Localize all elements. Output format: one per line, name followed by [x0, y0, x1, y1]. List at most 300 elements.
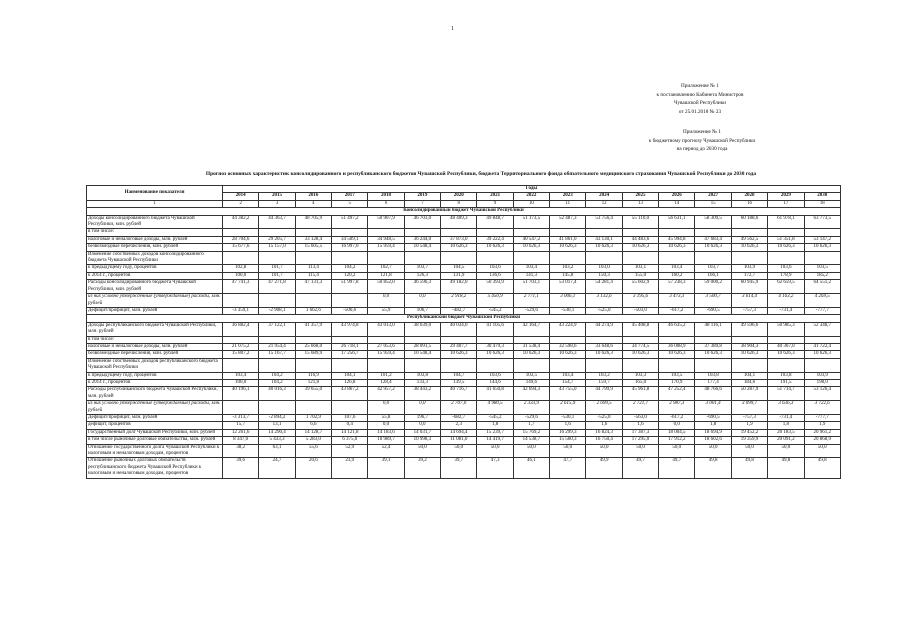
- value-cell: 136,6: [477, 272, 513, 279]
- value-cell: 53 017,4: [550, 280, 586, 294]
- value-cell: 60 188,6: [731, 215, 767, 229]
- value-cell: 15 689,9: [295, 351, 331, 358]
- value-cell: 196,7: [404, 415, 440, 422]
- value-cell: 53 756,4: [586, 215, 622, 229]
- value-cell: 39,6: [223, 458, 259, 478]
- value-cell: 50,0: [586, 444, 622, 458]
- value-cell: 184,6: [731, 379, 767, 386]
- value-cell: [223, 358, 259, 372]
- value-cell: 19 452,2: [731, 429, 767, 436]
- row-label: к предыдущему году, процентов: [87, 265, 223, 272]
- value-cell: [477, 336, 513, 343]
- value-cell: 43 130,1: [586, 236, 622, 243]
- value-cell: 60 945,9: [731, 280, 767, 294]
- value-cell: 28 704,6: [223, 236, 259, 243]
- table-row: [87, 322, 841, 336]
- value-cell: 10 626,3: [513, 351, 549, 358]
- value-cell: 55 602,9: [622, 280, 658, 294]
- value-cell: 19 359,9: [731, 437, 767, 444]
- value-cell: [368, 336, 404, 343]
- value-cell: 144,6: [477, 379, 513, 386]
- value-cell: 10 626,3: [513, 244, 549, 251]
- value-cell: -530,1: [550, 415, 586, 422]
- value-cell: 10 626,3: [731, 351, 767, 358]
- table-row: [87, 343, 841, 350]
- value-cell: 3 006,1: [550, 294, 586, 308]
- value-cell: 172,7: [731, 272, 767, 279]
- value-cell: 34 774,5: [622, 343, 658, 350]
- value-cell: [659, 229, 695, 236]
- value-cell: [259, 336, 295, 343]
- value-cell: 10 626,3: [695, 351, 731, 358]
- value-cell: 10 626,3: [622, 244, 658, 251]
- value-cell: 53 126,4: [804, 387, 841, 401]
- row-label: в том числе:: [87, 336, 223, 343]
- value-cell: [695, 358, 731, 372]
- value-cell: 10 626,3: [695, 244, 731, 251]
- year-cell: 2021: [477, 193, 513, 200]
- value-cell: -529,6: [513, 415, 549, 422]
- value-cell: 51 173,5: [513, 215, 549, 229]
- value-cell: [622, 336, 658, 343]
- value-cell: -777,7: [804, 307, 841, 314]
- value-cell: 100,0: [223, 379, 259, 386]
- value-cell: [768, 229, 804, 236]
- table-row: [87, 215, 841, 229]
- value-cell: 100,0: [223, 272, 259, 279]
- value-cell: [223, 229, 259, 236]
- value-cell: 15 167,7: [259, 351, 295, 358]
- value-cell: 103,4: [659, 265, 695, 272]
- value-cell: 40 716,7: [441, 387, 477, 401]
- value-cell: 50,0: [513, 444, 549, 458]
- value-cell: 10 626,3: [768, 351, 804, 358]
- value-cell: 5 283,0: [295, 437, 331, 444]
- value-cell: 39,1: [368, 458, 404, 478]
- value-cell: 10 626,3: [659, 244, 695, 251]
- value-cell: 54 281,4: [586, 280, 622, 294]
- value-cell: [768, 251, 804, 265]
- value-cell: 49,8: [804, 458, 841, 478]
- row-label: в том числе:: [87, 229, 223, 236]
- value-cell: [332, 358, 368, 372]
- value-cell: 11 081,0: [441, 437, 477, 444]
- column-number-cell: 13: [622, 200, 658, 207]
- column-number-cell: 9: [477, 200, 513, 207]
- table-row: [87, 422, 841, 429]
- value-cell: -545,2: [477, 307, 513, 314]
- value-cell: 51 497,2: [332, 215, 368, 229]
- value-cell: 50 852,0: [368, 280, 404, 294]
- value-cell: 10 548,4: [404, 351, 440, 358]
- value-cell: 0,0: [368, 422, 404, 429]
- value-cell: 8 347,0: [223, 437, 259, 444]
- value-cell: 103,9: [731, 265, 767, 272]
- value-cell: [259, 229, 295, 236]
- value-cell: 10 626,3: [804, 244, 841, 251]
- value-cell: 49,8: [731, 458, 767, 478]
- value-cell: 41 861,0: [550, 236, 586, 243]
- value-cell: 40 547,2: [513, 236, 549, 243]
- value-cell: 49,8: [768, 458, 804, 478]
- value-cell: 101,2: [368, 372, 404, 379]
- value-cell: [550, 251, 586, 265]
- value-cell: 52,4: [368, 444, 404, 458]
- column-number-cell: 1: [87, 200, 223, 207]
- section-title: Консолидированный бюджет Чувашской Республики: [87, 208, 841, 215]
- value-cell: 58 309,5: [695, 215, 731, 229]
- value-cell: 46 703,0: [404, 215, 440, 229]
- value-cell: 0,0: [659, 422, 695, 429]
- table-row: [87, 294, 841, 308]
- value-cell: 3 001,4: [695, 401, 731, 415]
- value-cell: 6,6: [295, 422, 331, 429]
- value-cell: [223, 294, 259, 308]
- row-label: Расходы консолидированного бюджета Чувашской Республики, млн. рублей: [87, 280, 223, 294]
- value-cell: 16 824,3: [586, 429, 622, 436]
- value-cell: [259, 251, 295, 265]
- value-cell: 50,0: [804, 444, 841, 458]
- value-cell: [659, 358, 695, 372]
- row-label: Отношение государственного долга Чувашской Республики к налоговым и неналоговым доходам, процентов: [87, 444, 223, 458]
- appendix-1-block: [620, 82, 780, 116]
- value-cell: 15 239,7: [477, 429, 513, 436]
- years-header: Годы: [223, 186, 841, 193]
- value-cell: [622, 358, 658, 372]
- value-cell: 20 868,9: [804, 437, 841, 444]
- value-cell: 48 409,3: [441, 215, 477, 229]
- value-cell: 103,5: [659, 372, 695, 379]
- value-cell: 103,6: [477, 372, 513, 379]
- value-cell: 38 904,3: [731, 343, 767, 350]
- value-cell: 61 978,1: [768, 215, 804, 229]
- value-cell: 46 596,3: [404, 280, 440, 294]
- value-cell: 24,7: [259, 458, 295, 478]
- value-cell: 50,0: [550, 444, 586, 458]
- value-cell: 3 636,3: [768, 401, 804, 415]
- table-row: [87, 372, 841, 379]
- value-cell: 103,4: [550, 372, 586, 379]
- table-row: [87, 229, 841, 236]
- value-cell: 27 053,6: [368, 343, 404, 350]
- appendix-1-line: к постановлению Кабинета Министров: [656, 91, 744, 98]
- year-cell: 2016: [295, 193, 331, 200]
- value-cell: 47 741,3: [223, 280, 259, 294]
- value-cell: 50 985,3: [768, 322, 804, 336]
- value-cell: 104,7: [441, 372, 477, 379]
- value-cell: 4 163,2: [768, 294, 804, 308]
- year-cell: 2022: [513, 193, 549, 200]
- year-cell: 2026: [659, 193, 695, 200]
- value-cell: 16 750,4: [586, 437, 622, 444]
- value-cell: 42 164,7: [513, 322, 549, 336]
- value-cell: 45 994,8: [659, 236, 695, 243]
- table-row: [87, 358, 841, 372]
- appendix-1-line: Чувашской Республики: [674, 100, 726, 107]
- value-cell: -482,7: [441, 307, 477, 314]
- year-cell: 2023: [550, 193, 586, 200]
- value-cell: [731, 251, 767, 265]
- value-cell: 1,6: [586, 422, 622, 429]
- column-number-cell: 11: [550, 200, 586, 207]
- value-cell: 2 333,9: [513, 401, 549, 415]
- value-cell: 150,3: [586, 272, 622, 279]
- table-row: [87, 251, 841, 265]
- table-row: [87, 379, 841, 386]
- value-cell: [586, 251, 622, 265]
- value-cell: 103,5: [513, 372, 549, 379]
- value-cell: [586, 358, 622, 372]
- value-cell: 47 271,8: [259, 280, 295, 294]
- value-cell: [223, 251, 259, 265]
- value-cell: 101,7: [259, 272, 295, 279]
- column-number-row: [87, 200, 841, 207]
- value-cell: [695, 229, 731, 236]
- value-cell: 23,9: [332, 458, 368, 478]
- value-cell: 160,2: [659, 272, 695, 279]
- table-row: [87, 236, 841, 243]
- value-cell: 14 031,7: [404, 429, 440, 436]
- column-number-cell: 5: [332, 200, 368, 207]
- table-row: [87, 458, 841, 478]
- value-cell: 47,7: [550, 458, 586, 478]
- value-cell: [259, 358, 295, 372]
- value-cell: 50,0: [404, 444, 440, 458]
- row-label: из них условно утвержденные (утверждаемые) расходы, млн. рублей: [88, 294, 221, 306]
- row-label: в том числе рыночные долговые обязательства, млн. рублей: [87, 437, 223, 444]
- table-row: [87, 429, 841, 436]
- value-cell: 104,1: [332, 372, 368, 379]
- column-number-cell: 10: [513, 200, 549, 207]
- value-cell: -563,0: [622, 415, 658, 422]
- year-cell: 2030: [804, 193, 841, 200]
- value-cell: -757,3: [731, 415, 767, 422]
- value-cell: 38 443,2: [404, 387, 440, 401]
- value-cell: [332, 251, 368, 265]
- value-cell: 3 473,3: [659, 294, 695, 308]
- value-cell: [550, 229, 586, 236]
- value-cell: 14 183,6: [368, 429, 404, 436]
- column-number-cell: 12: [586, 200, 622, 207]
- value-cell: 3 500,7: [695, 294, 731, 308]
- value-cell: 50 907,9: [368, 215, 404, 229]
- value-cell: 34 509,1: [332, 236, 368, 243]
- value-cell: 18 694,9: [695, 429, 731, 436]
- value-cell: [332, 401, 368, 415]
- row-label: Изменение собственных доходов консолидированного бюджета Чувашской Республики: [87, 251, 223, 265]
- value-cell: 36 008,9: [659, 343, 695, 350]
- value-cell: 2 918,2: [441, 294, 477, 308]
- value-cell: [586, 336, 622, 343]
- value-cell: 2 721,7: [622, 401, 658, 415]
- column-number-cell: 17: [768, 200, 804, 207]
- value-cell: [368, 251, 404, 265]
- table-row: [87, 387, 841, 401]
- value-cell: 107,6: [332, 415, 368, 422]
- value-cell: [731, 229, 767, 236]
- value-cell: [404, 358, 440, 372]
- value-cell: [259, 401, 295, 415]
- year-cell: 2025: [622, 193, 658, 200]
- value-cell: 47 131,3: [295, 280, 331, 294]
- value-cell: 62 659,5: [768, 280, 804, 294]
- value-cell: 149,6: [513, 379, 549, 386]
- value-cell: 185,2: [804, 272, 841, 279]
- value-cell: 44 382,2: [223, 215, 259, 229]
- value-cell: -617,2: [659, 415, 695, 422]
- value-cell: 31 538,4: [513, 343, 549, 350]
- value-cell: -757,3: [731, 307, 767, 314]
- value-cell: 40 034,0: [441, 322, 477, 336]
- value-cell: 47 683,4: [695, 236, 731, 243]
- value-cell: 1 702,9: [295, 415, 331, 422]
- year-cell: 2027: [695, 193, 731, 200]
- value-cell: 50 287,9: [731, 387, 767, 401]
- value-cell: 115,4: [295, 272, 331, 279]
- value-cell: 47 252,4: [659, 387, 695, 401]
- value-cell: 10 626,3: [477, 244, 513, 251]
- value-cell: [295, 358, 331, 372]
- value-cell: 10 626,3: [477, 351, 513, 358]
- value-cell: 43 013,0: [368, 322, 404, 336]
- value-cell: [368, 358, 404, 372]
- value-cell: 15 157,0: [259, 244, 295, 251]
- value-cell: 10 626,3: [441, 351, 477, 358]
- row-label: налоговые и неналоговые доходы, млн. рублей: [87, 236, 223, 243]
- value-cell: 29 205,7: [259, 236, 295, 243]
- column-number-cell: 8: [441, 200, 477, 207]
- value-cell: [295, 401, 331, 415]
- value-cell: 49,8: [695, 458, 731, 478]
- value-cell: 55,6: [295, 444, 331, 458]
- value-cell: 49 562,5: [731, 236, 767, 243]
- value-cell: 101,7: [259, 265, 295, 272]
- year-cell: 2018: [368, 193, 404, 200]
- value-cell: 52 348,7: [804, 322, 841, 336]
- value-cell: -682,7: [441, 415, 477, 422]
- value-cell: 10 626,3: [622, 351, 658, 358]
- value-cell: -731,4: [768, 415, 804, 422]
- value-cell: 102,8: [223, 265, 259, 272]
- value-cell: 48 116,1: [695, 322, 731, 336]
- value-cell: 50,0: [441, 444, 477, 458]
- year-cell: 2029: [768, 193, 804, 200]
- value-cell: 55 110,0: [622, 215, 658, 229]
- value-cell: 154,7: [550, 379, 586, 386]
- value-cell: 47,3: [477, 458, 513, 478]
- value-cell: [259, 294, 295, 308]
- value-cell: 42 957,2: [368, 387, 404, 401]
- value-cell: 113,4: [295, 265, 331, 272]
- value-cell: 37 122,1: [259, 322, 295, 336]
- value-cell: 15 959,4: [368, 351, 404, 358]
- value-cell: [441, 251, 477, 265]
- value-cell: [477, 358, 513, 372]
- row-label: Расходы республиканского бюджета Чувашской Республики, млн. рублей: [87, 387, 223, 401]
- value-cell: 43 867,2: [332, 387, 368, 401]
- value-cell: 14 694,4: [441, 429, 477, 436]
- value-cell: 159,7: [586, 379, 622, 386]
- value-cell: 44 483,6: [622, 236, 658, 243]
- value-cell: 44 274,9: [586, 322, 622, 336]
- value-cell: 1,6: [550, 422, 586, 429]
- value-cell: 37 873,0: [441, 236, 477, 243]
- value-cell: [622, 251, 658, 265]
- value-cell: -529,6: [513, 307, 549, 314]
- value-cell: 104,1: [731, 372, 767, 379]
- value-cell: [804, 336, 841, 343]
- value-cell: 43 224,9: [550, 322, 586, 336]
- value-cell: 1,6: [622, 422, 658, 429]
- value-cell: 103,5: [804, 265, 841, 272]
- year-cell: 2028: [731, 193, 767, 200]
- value-cell: -545,2: [477, 415, 513, 422]
- value-cell: [513, 251, 549, 265]
- value-cell: 2 771,1: [513, 294, 549, 308]
- value-cell: 51 351,8: [768, 236, 804, 243]
- value-cell: 1,7: [513, 422, 549, 429]
- row-label: Дефицит/профицит, млн. рублей: [87, 415, 223, 422]
- value-cell: 36 244,0: [404, 236, 440, 243]
- value-cell: 63 773,5: [804, 215, 841, 229]
- value-cell: [659, 251, 695, 265]
- row-label: Доходы консолидированного бюджета Чувашской Республики, млн. рублей: [87, 215, 223, 229]
- value-cell: 26 718,1: [332, 343, 368, 350]
- value-cell: 44 363,7: [259, 215, 295, 229]
- value-cell: 10 626,3: [441, 244, 477, 251]
- value-cell: 126,8: [332, 379, 368, 386]
- row-label: из них условно утвержденные (утверждаемые) расходы, млн. рублей: [88, 401, 221, 413]
- value-cell: 36 882,4: [223, 322, 259, 336]
- value-cell: [223, 336, 259, 343]
- value-cell: 165,0: [622, 379, 658, 386]
- column-number-cell: 4: [295, 200, 331, 207]
- row-label: налоговые и неналоговые доходы, млн. рублей: [87, 343, 223, 350]
- value-cell: 155,0: [622, 272, 658, 279]
- value-cell: 2 615,9: [550, 401, 586, 415]
- row-label: дефицит, процентов: [87, 422, 223, 429]
- value-cell: 10 548,4: [404, 244, 440, 251]
- value-cell: -525,0: [586, 307, 622, 314]
- value-cell: 51 714,7: [768, 387, 804, 401]
- section-header-row: [87, 315, 841, 322]
- value-cell: 59 000,2: [695, 280, 731, 294]
- value-cell: -500,6: [332, 307, 368, 314]
- value-cell: 30 479,3: [477, 343, 513, 350]
- value-cell: 50,0: [477, 444, 513, 458]
- value-cell: 41 105,6: [477, 322, 513, 336]
- value-cell: 15 677,6: [223, 244, 259, 251]
- value-cell: 51 997,8: [332, 280, 368, 294]
- value-cell: 145,8: [550, 272, 586, 279]
- value-cell: 17 295,0: [622, 437, 658, 444]
- row-label: к 2014 г., процентов: [87, 379, 223, 386]
- value-cell: 3 614,4: [731, 294, 767, 308]
- value-cell: 49 182,0: [441, 280, 477, 294]
- value-cell: 39,2: [404, 458, 440, 478]
- value-cell: 2 707,0: [441, 401, 477, 415]
- value-cell: 49 596,6: [731, 322, 767, 336]
- value-cell: 121,8: [295, 379, 331, 386]
- value-cell: 50 393,9: [477, 280, 513, 294]
- value-cell: 10 626,3: [804, 351, 841, 358]
- value-cell: 49,7: [622, 458, 658, 478]
- document-title: Прогноз основных характеристик консолидированного и республиканского бюджетов Чувашской Республики, бюджета Территориального фонда обязательного медицинского страхования Чувашской Республики до 2030 года: [205, 171, 757, 177]
- value-cell: 103,4: [223, 372, 259, 379]
- value-cell: 0,0: [404, 294, 440, 308]
- value-cell: [295, 251, 331, 265]
- table-row: [87, 280, 841, 294]
